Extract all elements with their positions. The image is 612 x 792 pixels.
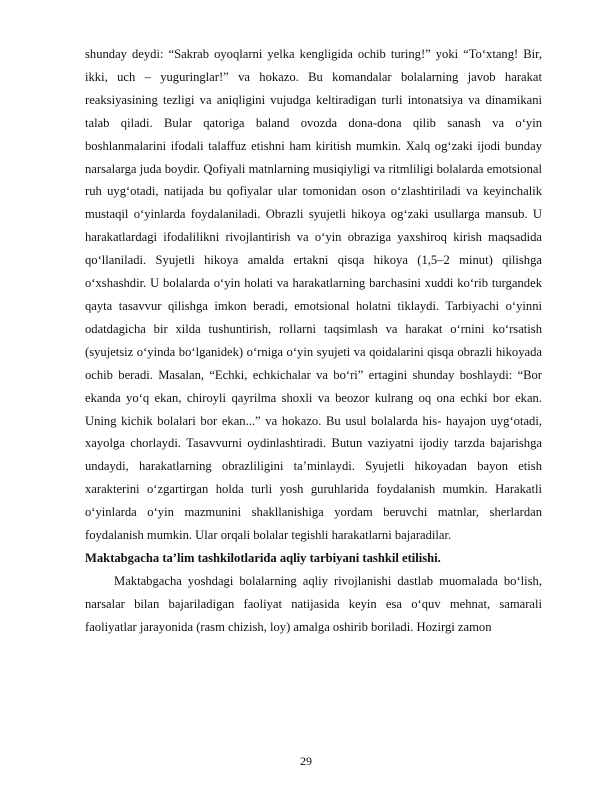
body-paragraph: Maktabgacha yoshdagi bolalarning aqliy rivojlanishi dastlab muomalada bo‘lish, narsalar bilan bajariladigan faoliyat natijasida keyin esa o‘quv mehnat, samarali faoliyatlar jarayonida (rasm chizish, loy) amalga oshirib boriladi. Hozirgi zamon [85,573,542,634]
section-heading: Maktabgacha ta’lim tashkilotlarida aqliy tarbiyani tashkil etilishi. [85,550,441,565]
body-paragraph: shunday deydi: “Sakrab oyoqlarni yelka kengligida ochib turing!” yoki “To‘xtang! Bir, ikki, uch – yuguringlar!” va hokazo. Bu komandalar bolalarning javob harakat reaksiyasining tezligi va aniqligini vujudga keltiradigan turli intonatsiya va dinamikani talab qiladi. Bular qatoriga baland ovozda dona-dona qilib sanash va o‘yin boshlanmalarini ifodali talaffuz etishni ham kiritish mumkin. Xalq og‘zaki ijodi bunday narsalarga juda boydir. Qofiyali matnlarning musiqiyligi va ritmliligi bolalarda emotsional ruh uyg‘otadi, natijada bu qofiyalar ular tomonidan oson o‘zlashtiriladi va keyinchalik mustaqil o‘yinlarda foydalaniladi. Obrazli syujetli hikoya og‘zaki usullarga mansub. U harakatlardagi ifodalilikni rivojlantirish va o‘yin obraziga yaxshiroq kirish maqsadida qo‘llaniladi. Syujetli hikoya amalda ertakni qisqa hikoya (1,5–2 minut) qilishga o‘xshashdir. U bolalarda o‘yin holati va harakatlarning barchasini xuddi ko‘rib turgandek qayta tasavvur qilishga imkon beradi, emotsional holatni tiklaydi. Tarbiyachi o‘yinni odatdagicha bir xilda tushuntirish, rollarni taqsimlash va harakat o‘rnini ko‘rsatish (syujetsiz o‘yinda bo‘lganidek) o‘rniga o‘yin syujeti va qoidalarini qisqa obrazli hikoyada ochib beradi. Masalan, “Echki, echkichalar va bo‘ri” ertagini shunday boshlaydi: “Bor ekanda yo‘q ekan, chiroyli qayrilma shoxli va beozor kulrang oq ona echki bor ekan. Uning kichik bolalari bor ekan...” va hokazo. Bu usul bolalarda his- hayajon uyg‘otadi, xayolga chorlaydi. Tasavvurni oydinlashtiradi. Butun vaziyatni ijodiy tarzda bajarishga undaydi, harakatlarning obrazliligini ta’minlaydi. Syujetli hikoyadan bayon etish xarakterini o‘zgartirgan holda turli yosh guruhlarida foydalanish mumkin. Harakatli o‘yinlarda o‘yin mazmunini shakllanishiga yordam beruvchi matnlar, sherlardan foydalanish mumkin. Ular orqali bolalar tegishli harakatlarni bajaradilar. [85,47,542,543]
page-number: 29 [300,754,312,768]
text-body [85,43,542,639]
